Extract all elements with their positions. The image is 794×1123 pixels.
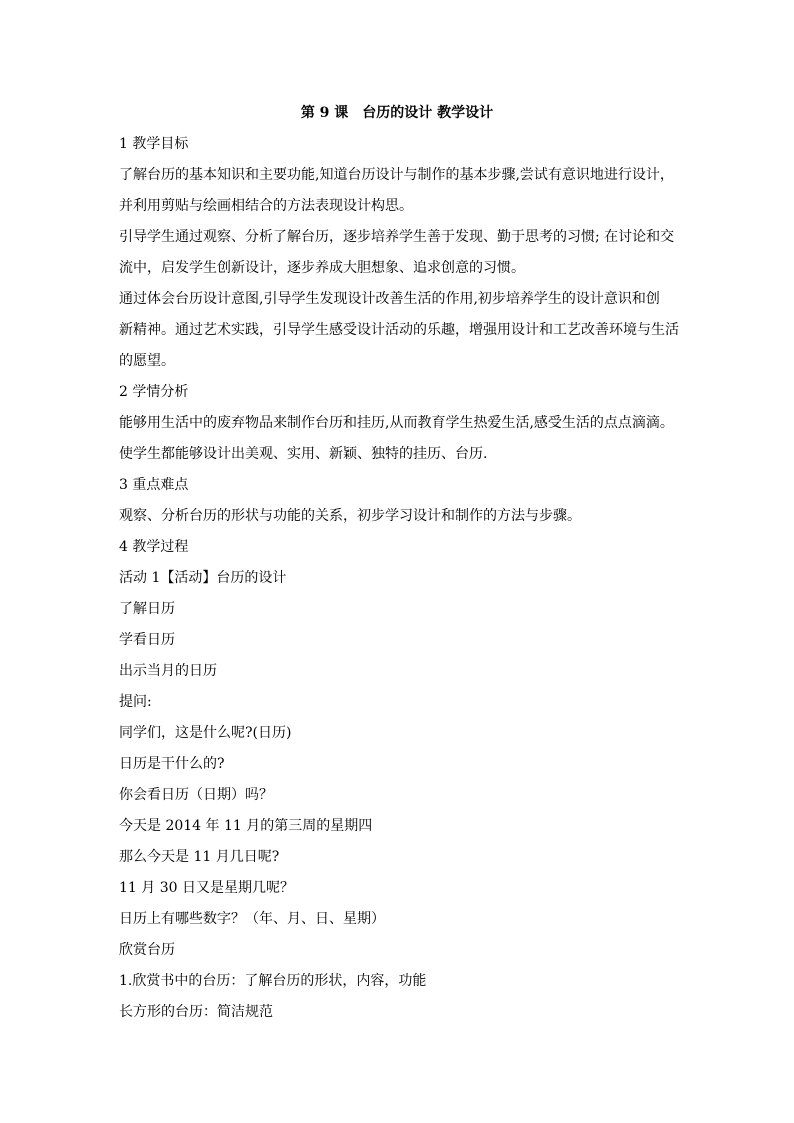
paragraph-line: 你会看日历（日期）吗？ bbox=[119, 787, 273, 803]
heading-teaching-process: 4 教学过程 bbox=[119, 539, 189, 555]
paragraph-line: 引导学生通过观察、分析了解台历，逐步培养学生善于发现、勤于思考的习惯; 在讨论和交 bbox=[119, 229, 675, 245]
document-title: 第 9 课 台历的设计 教学设计 bbox=[300, 105, 494, 121]
heading-teaching-goals: 1 教学目标 bbox=[119, 136, 189, 152]
paragraph-line: 今天是 2014 年 11 月的第三周的星期四 bbox=[119, 818, 373, 834]
paragraph-line: 通过体会台历设计意图,引导学生发现设计改善生活的作用,初步培养学生的设计意识和创 bbox=[119, 291, 660, 307]
paragraph-line: 学看日历 bbox=[119, 632, 175, 648]
paragraph-line: 1.欣赏书中的台历：了解台历的形状，内容，功能 bbox=[119, 973, 427, 989]
heading-key-points: 3 重点难点 bbox=[119, 477, 189, 493]
paragraph-line: 的愿望。 bbox=[119, 353, 175, 369]
paragraph-line: 观察、分析台历的形状与功能的关系，初步学习设计和制作的方法与步骤。 bbox=[119, 508, 581, 524]
paragraph-line: 长方形的台历：简洁规范 bbox=[119, 1004, 273, 1020]
activity-title: 活动 1【活动】台历的设计 bbox=[119, 570, 287, 586]
paragraph-line: 11 月 30 日又是星期几呢？ bbox=[119, 880, 294, 896]
paragraph-line: 流中，启发学生创新设计，逐步养成大胆想象、追求创意的习惯。 bbox=[119, 260, 525, 276]
paragraph-line: 欣赏台历 bbox=[119, 942, 175, 958]
paragraph-line: 日历上有哪些数字？（年、月、日、星期） bbox=[119, 911, 385, 927]
paragraph-line: 能够用生活中的废弃物品来制作台历和挂历,从而教育学生热爱生活,感受生活的点点滴滴。 bbox=[119, 415, 674, 431]
paragraph-line: 并利用剪贴与绘画相结合的方法表现设计构思。 bbox=[119, 198, 413, 214]
paragraph-line: 了解台历的基本知识和主要功能,知道台历设计与制作的基本步骤,尝试有意识地进行设计， bbox=[119, 167, 674, 183]
document-body bbox=[119, 129, 677, 1028]
paragraph-line: 那么今天是 11 月几日呢? bbox=[119, 849, 280, 865]
paragraph-line: 同学们，这是什么呢?(日历) bbox=[119, 725, 292, 741]
paragraph-line: 使学生都能够设计出美观、实用、新颖、独特的挂历、台历. bbox=[119, 446, 488, 462]
paragraph-line: 提问: bbox=[119, 694, 152, 710]
paragraph-line: 了解日历 bbox=[119, 601, 175, 617]
heading-student-analysis: 2 学情分析 bbox=[119, 384, 189, 400]
paragraph-line: 出示当月的日历 bbox=[119, 663, 217, 679]
paragraph-line: 新精神。通过艺术实践，引导学生感受设计活动的乐趣，增强用设计和工艺改善环境与生活 bbox=[119, 322, 679, 338]
paragraph-line: 日历是干什么的? bbox=[119, 756, 225, 772]
